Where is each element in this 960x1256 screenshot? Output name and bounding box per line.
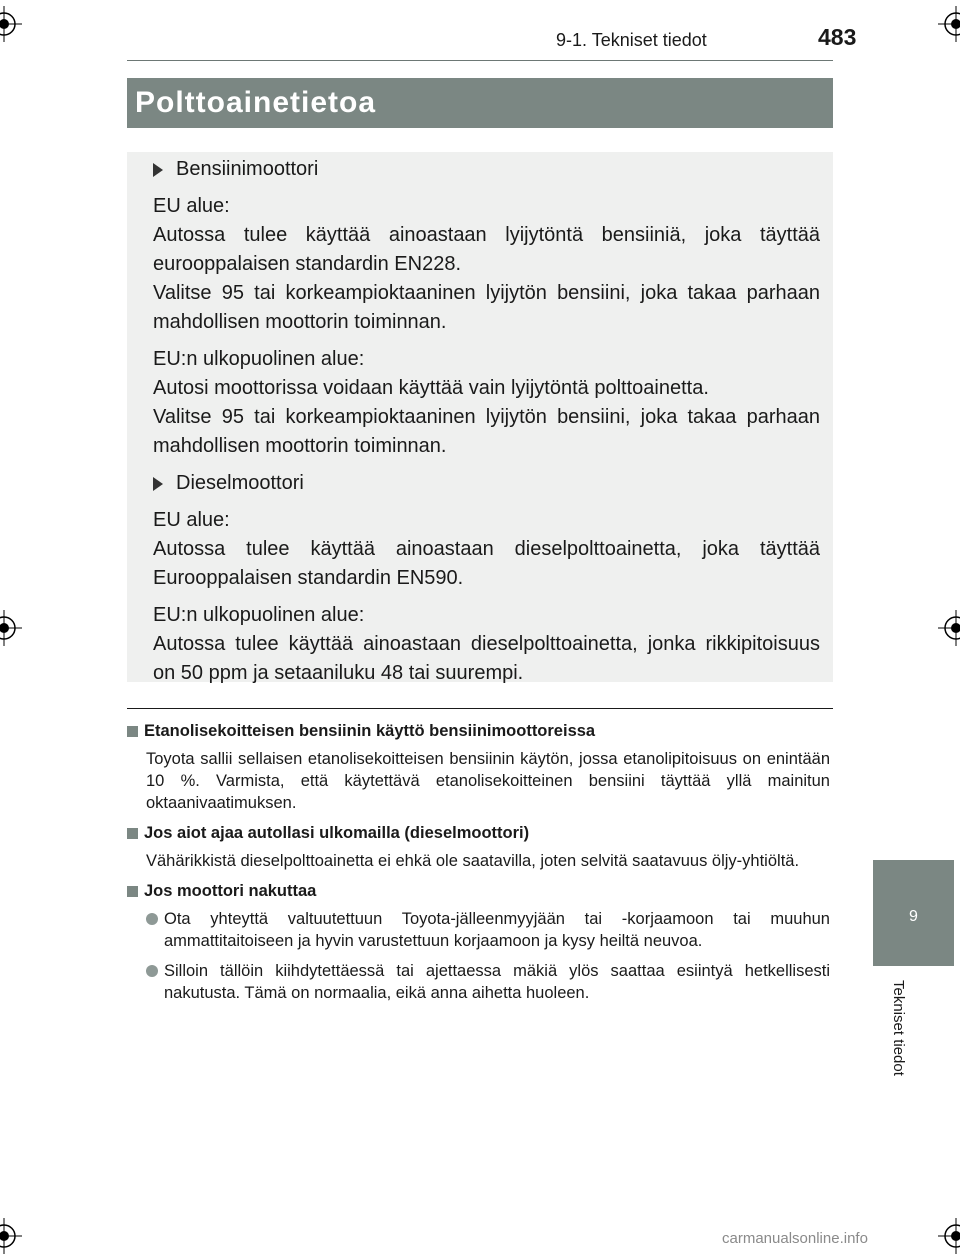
page-number: 483 <box>818 24 857 50</box>
triangle-bullet-icon <box>153 163 163 177</box>
octane-text: Valitse 95 tai korkeampioktaaninen lyijytön bensiini, joka takaa parhaan mahdollisen moottorin toiminnan. <box>153 406 820 457</box>
eu-text: Autossa tulee käyttää ainoastaan dieselpolttoainetta, joka täyttää Eurooppalaisen standardin EN590. <box>153 538 820 589</box>
section-title: 9-1. Tekniset tiedot <box>556 30 707 50</box>
non-eu-label: EU:n ulkopuolinen alue: <box>153 348 365 370</box>
chapter-label: Tekniset tiedot <box>890 980 907 1076</box>
note-knocking <box>127 880 830 1004</box>
circle-bullet-icon <box>146 965 158 977</box>
note-ethanol <box>127 720 830 814</box>
registration-mark-icon <box>938 6 960 42</box>
note-heading <box>127 822 830 844</box>
note-heading <box>127 880 830 902</box>
square-bullet-icon <box>127 886 138 897</box>
note-heading-label: Jos moottori nakuttaa <box>144 882 317 900</box>
note-heading <box>127 720 830 742</box>
eu-label: EU alue: <box>153 509 230 531</box>
list-item-text: Ota yhteyttä valtuutettuun Toyota-jälleenmyyjään tai -korjaamoon tai muuhun ammattitaitoiseen ja hyvin varustettuun korjaamoon ja kysy heiltä neuvoa. <box>164 910 830 950</box>
square-bullet-icon <box>127 828 138 839</box>
note-heading-label: Jos aiot ajaa autollasi ulkomailla (dieselmoottori) <box>144 824 530 842</box>
registration-mark-icon <box>0 1218 22 1254</box>
registration-mark-icon <box>938 610 960 646</box>
note-body: Vähärikkistä dieselpolttoainetta ei ehkä ole saatavilla, joten selvitä saatavuus öljy-yhtiöltä. <box>146 852 800 870</box>
registration-mark-icon <box>938 1218 960 1254</box>
non-eu-label: EU:n ulkopuolinen alue: <box>153 604 365 626</box>
chapter-number: 9 <box>909 908 918 925</box>
section-divider <box>127 708 833 709</box>
gasoline-heading-label: Bensiinimoottori <box>176 158 319 180</box>
eu-label: EU alue: <box>153 195 230 217</box>
diesel-heading-label: Dieselmoottori <box>176 472 304 494</box>
diesel-heading <box>153 469 820 498</box>
notes-section <box>127 720 830 1004</box>
header-rule <box>127 60 833 61</box>
circle-bullet-icon <box>146 913 158 925</box>
non-eu-text: Autossa tulee käyttää ainoastaan dieselpolttoainetta, jonka rikkipitoisuus on 50 ppm ja setaaniluku 48 tai suurempi. <box>153 633 820 684</box>
list-item <box>127 908 830 952</box>
non-eu-text: Autosi moottorissa voidaan käyttää vain lyijytöntä polttoainetta. <box>153 377 709 399</box>
gasoline-heading <box>153 155 820 184</box>
registration-mark-icon <box>0 610 22 646</box>
square-bullet-icon <box>127 726 138 737</box>
triangle-bullet-icon <box>153 477 163 491</box>
list-item <box>127 960 830 1004</box>
note-heading-label: Etanolisekoitteisen bensiinin käyttö bensiinimoottoreissa <box>144 722 596 740</box>
watermark: carmanualsonline.info <box>722 1230 868 1247</box>
registration-mark-icon <box>0 6 22 42</box>
note-body: Toyota sallii sellaisen etanolisekoitteisen bensiinin käytön, jossa etanolipitoisuus on enintään 10 %. Varmista, että käytettävä etanolisekoitteinen bensiini täyttää yllä mainitun oktaanivaatimuksen. <box>146 750 830 812</box>
page-title: Polttoainetietoa <box>127 78 833 128</box>
octane-text: Valitse 95 tai korkeampioktaaninen lyijytön bensiini, joka takaa parhaan mahdollisen moottorin toiminnan. <box>153 282 820 333</box>
list-item-text: Silloin tällöin kiihdytettäessä tai ajettaessa mäkiä ylös saattaa esiintyä hetkellisesti nakutusta. Tämä on normaalia, eikä anna aihetta huoleen. <box>164 962 830 1002</box>
eu-text: Autossa tulee käyttää ainoastaan lyijytöntä bensiiniä, joka täyttää eurooppalaisen standardin EN228. <box>153 224 820 275</box>
fuel-info-box <box>127 152 833 682</box>
note-abroad <box>127 822 830 872</box>
